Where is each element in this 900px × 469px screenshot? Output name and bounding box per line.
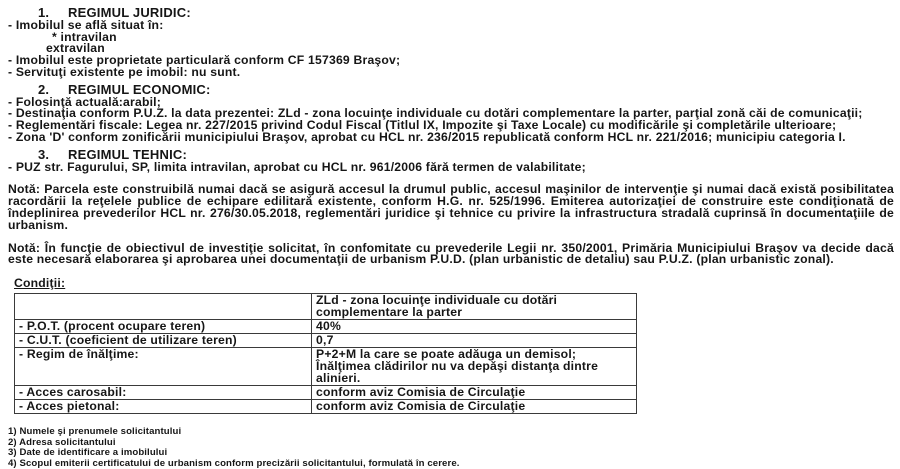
footnote-line: 1) Numele şi prenumele solicitantului [8,425,182,437]
conditions-label: Condiţii: [14,276,66,291]
doc-line: - Servituţi existente pe imobil: nu sunt. [8,64,241,79]
note-paragraph-2: Notă: În funcţie de obiectivul de investiţie solicitat, în confomitate cu prevederile Legii nr. 350/2001, Primăria Municipiului Braşov va decide dacă este necesară elaborarea şi aprobarea unei documentaţii de urbanism P.U.D. (plan urbanistic de detaliu) sau P.U.Z. (plan urbanistic zonal). [8,240,894,267]
section-number: 3. [38,146,50,162]
table-row-regim-inaltime [15,347,637,385]
table-cell-right: P+2+M la care se poate adăuga un demisol; Înălţimea clădirilor nu va depăşi distanţa dintre alinieri. [312,347,637,385]
doc-line: - Folosinţă actuală:arabil; [8,94,162,109]
footnotes [8,427,900,469]
table-cell-right: 40% [312,319,637,333]
table-row-acces-pietonal [15,399,637,413]
doc-line: - Destinaţia conform P.U.Z. la data prezentei: ZLd - zona locuinţe individuale cu dotări complementare la parter, parţial zonă căi de comunicaţii; [8,106,863,121]
section-number: 2. [38,81,50,97]
table-row-cut [15,333,637,347]
section-heading-regim-economic [38,81,900,97]
table-cell-left [15,293,312,319]
table-cell-left: - C.U.T. (coeficient de utilizare teren) [15,333,312,347]
doc-line: - Zona 'D' conform zonificării municipiului Braşov, aprobat cu HCL nr. 236/2015 republicată conform HCL nr. 221/2016; municipiu categoria I. [8,129,846,144]
footnote-line: 3) Date de identificare a imobilului [8,447,168,459]
footnote-line: 4) Scopul emiterii certificatului de urbanism conform precizării solicitantului, formulată în cerere. [8,457,460,469]
table-cell-left: - Acces carosabil: [15,385,312,399]
doc-line: - PUZ str. Fagurului, SP, limita intravilan, aprobat cu HCL nr. 961/2006 fără termen de valabilitate; [8,159,586,174]
table-cell-right: conform aviz Comisia de Circulaţie [312,399,637,413]
doc-line-intravilan: * intravilan [52,29,117,44]
table-cell-right: 0,7 [312,333,637,347]
section-title: REGIMUL TEHNIC: [68,146,188,162]
note-paragraph-1: Notă: Parcela este construibilă numai dacă se asigură accesul la drumul public, accesul maşinilor de intervenţie şi numai dacă există posibilitatea racordării la reţelele publice de echipare edilitară existente, conform H.G. nr. 525/1996. Emiterea autorizaţiei de construire este condiţionată de îndeplinirea prevederilor HCL nr. 276/30.05.2018, reglementări juridice şi tehnice cu privire la infrastructura stradală cuprinsă în documentaţiile de urbanism. [8,182,894,232]
table-cell-right: conform aviz Comisia de Circulaţie [312,385,637,399]
table-cell-right: ZLd - zona locuinţe individuale cu dotări complementare la parter [312,293,637,319]
section-title: REGIMUL JURIDIC: [68,5,191,20]
conditions-table [14,293,637,414]
table-cell-left: - Regim de înălţime: [15,347,312,385]
doc-line-extravilan: extravilan [46,41,105,56]
section-number: 1. [38,5,50,20]
doc-line: - Imobilul este proprietate particulară conform CF 157369 Braşov; [8,53,401,68]
section-title: REGIMUL ECONOMIC: [68,81,211,97]
doc-line: - Imobilul se află situat în: [8,17,164,32]
table-cell-left: - P.O.T. (procent ocupare teren) [15,319,312,333]
table-row [15,293,637,319]
footnote-line: 2) Adresa solicitantului [8,436,116,448]
doc-line: - Reglementări fiscale: Legea nr. 227/2015 privind Codul Fiscal (Titlul IX, Impozite şi Taxe Locale) cu modificările şi completările ulterioare; [8,118,837,133]
table-cell-left: - Acces pietonal: [15,399,312,413]
section-heading-regim-juridic [38,7,900,19]
table-row-pot [15,319,637,333]
table-row-acces-carosabil [15,385,637,399]
section-heading-regim-tehnic [38,146,900,162]
